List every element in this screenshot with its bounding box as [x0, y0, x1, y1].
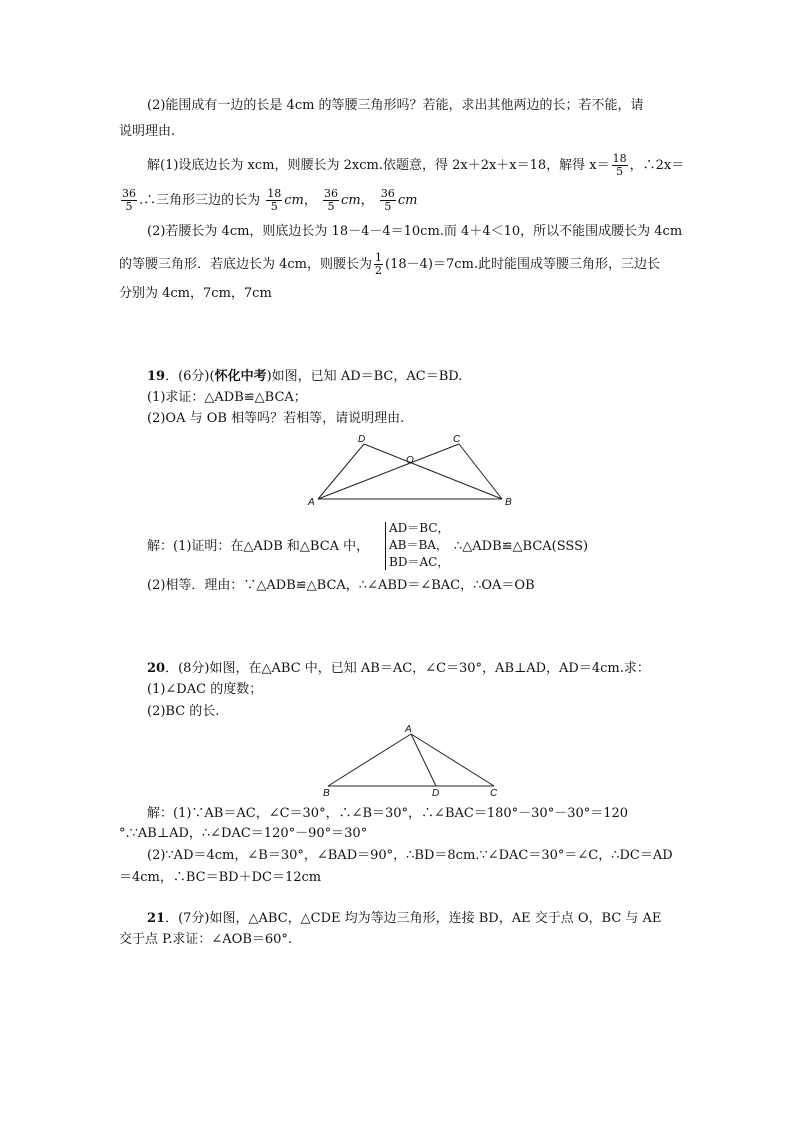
- q19-solution-post: ∴△ADB≌△BCA(SSS): [454, 539, 589, 554]
- fraction: $\frac{1}{2}$: [375, 251, 383, 277]
- fraction: $\frac{36}{5}$: [324, 187, 339, 213]
- brace-item-2: AB＝BA，: [389, 538, 448, 552]
- label-A: A: [405, 724, 412, 735]
- brace-item-1: AD＝BC，: [389, 521, 450, 535]
- q21-line2: 交于点 P.求证：∠AOB＝60°.: [119, 932, 293, 947]
- label-A: A: [308, 497, 315, 508]
- q19-line2: (1)求证：△ADB≌△BCA；: [147, 390, 307, 405]
- q20-figure: [318, 722, 508, 798]
- seg-AC: [318, 444, 459, 499]
- q20-header: 20．(8分)如图，在△ABC 中，已知 AB＝AC，∠C＝30°，AB⊥AD，AD＝4cm.求：: [147, 661, 650, 676]
- q18-solution-part2-line2: 的等腰三角形．若底边长为 4cm，则腰长为 $\frac{1}{2}$ (18－4)＝7cm.此时能围成等腰三角形，三边长: [119, 251, 660, 277]
- label-D: D: [432, 788, 440, 798]
- seg-AB: [328, 734, 411, 786]
- seg-BD: [364, 444, 502, 499]
- fraction: $\frac{18}{5}$: [267, 187, 282, 213]
- label-B: B: [505, 497, 512, 508]
- fraction: $\frac{36}{5}$: [380, 187, 395, 213]
- q20-solution-2: °.∵AB⊥AD，∴∠DAC＝120°－90°＝30°: [119, 826, 368, 841]
- q18-solution-part2-line1: (2)若腰长为 4cm，则底边长为 18－4－4＝10cm.而 4＋4＜10，所以不能围成腰长为 4cm: [147, 224, 683, 239]
- q19-solution-pre: 解：(1)证明：在△ADB 和△BCA 中，: [147, 539, 370, 554]
- label-C: C: [453, 434, 461, 445]
- q18-solution-line1: 解(1)设底边长为 xcm，则腰长为 2xcm.依题意，得 2x＋2x＋x＝18，解得 x＝ $\frac{18}{5}$ ，∴2x＝: [147, 152, 685, 178]
- brace-item-3: BD＝AC，: [389, 555, 450, 569]
- label-C: C: [490, 788, 498, 798]
- brace: [385, 522, 386, 570]
- q18-part2-line1: (2)能围成有一边的长是 4cm 的等腰三角形吗？若能，求出其他两边的长；若不能，请: [147, 98, 644, 113]
- q20-solution-1: 解：(1)∵AB＝AC，∠C＝30°，∴∠B＝30°，∴∠BAC＝180°－30°－30°＝120: [147, 806, 629, 821]
- label-B: B: [323, 788, 330, 798]
- q18-solution-part2-line3: 分别为 4cm，7cm，7cm: [119, 286, 272, 301]
- q21-line1: 21．(7分)如图，△ABC，△CDE 均为等边三角形，连接 BD，AE 交于点 O，BC 与 AE: [147, 911, 662, 926]
- fraction: $\frac{36}{5}$: [122, 187, 136, 213]
- q20-line3: (2)BC 的长.: [147, 704, 220, 719]
- fraction: $\frac{18}{5}$: [612, 152, 627, 178]
- q20-solution-3: (2)∵AD＝4cm，∠B＝30°，∠BAD＝90°，∴BD＝8cm.∵∠DAC＝30°＝∠C，∴DC＝AD: [147, 848, 673, 863]
- q18-solution-line2: $\frac{36}{5}$ .∴三角形三边的长为 $\frac{18}{5}$ cm， $\frac{36}{5}$ cm， $\frac{36}{5}$ cm: [122, 187, 418, 213]
- q19-header: 19．(6分)(怀化中考)如图，已知 AD＝BC，AC＝BD.: [147, 369, 463, 384]
- q19-figure: [300, 430, 530, 510]
- label-O: O: [406, 455, 414, 466]
- q20-solution-4: ＝4cm，∴BC＝BD＋DC＝12cm: [119, 870, 322, 885]
- label-D: D: [358, 434, 366, 445]
- q20-line2: (1)∠DAC 的度数；: [147, 682, 263, 697]
- q19-solution-2: (2)相等．理由：∵△ADB≌△BCA，∴∠ABD＝∠BAC，∴OA＝OB: [147, 578, 535, 593]
- q19-line3: (2)OA 与 OB 相等吗？若相等，请说明理由.: [147, 411, 405, 426]
- q18-part2-line2: 说明理由.: [119, 124, 176, 139]
- seg-AD: [318, 444, 364, 499]
